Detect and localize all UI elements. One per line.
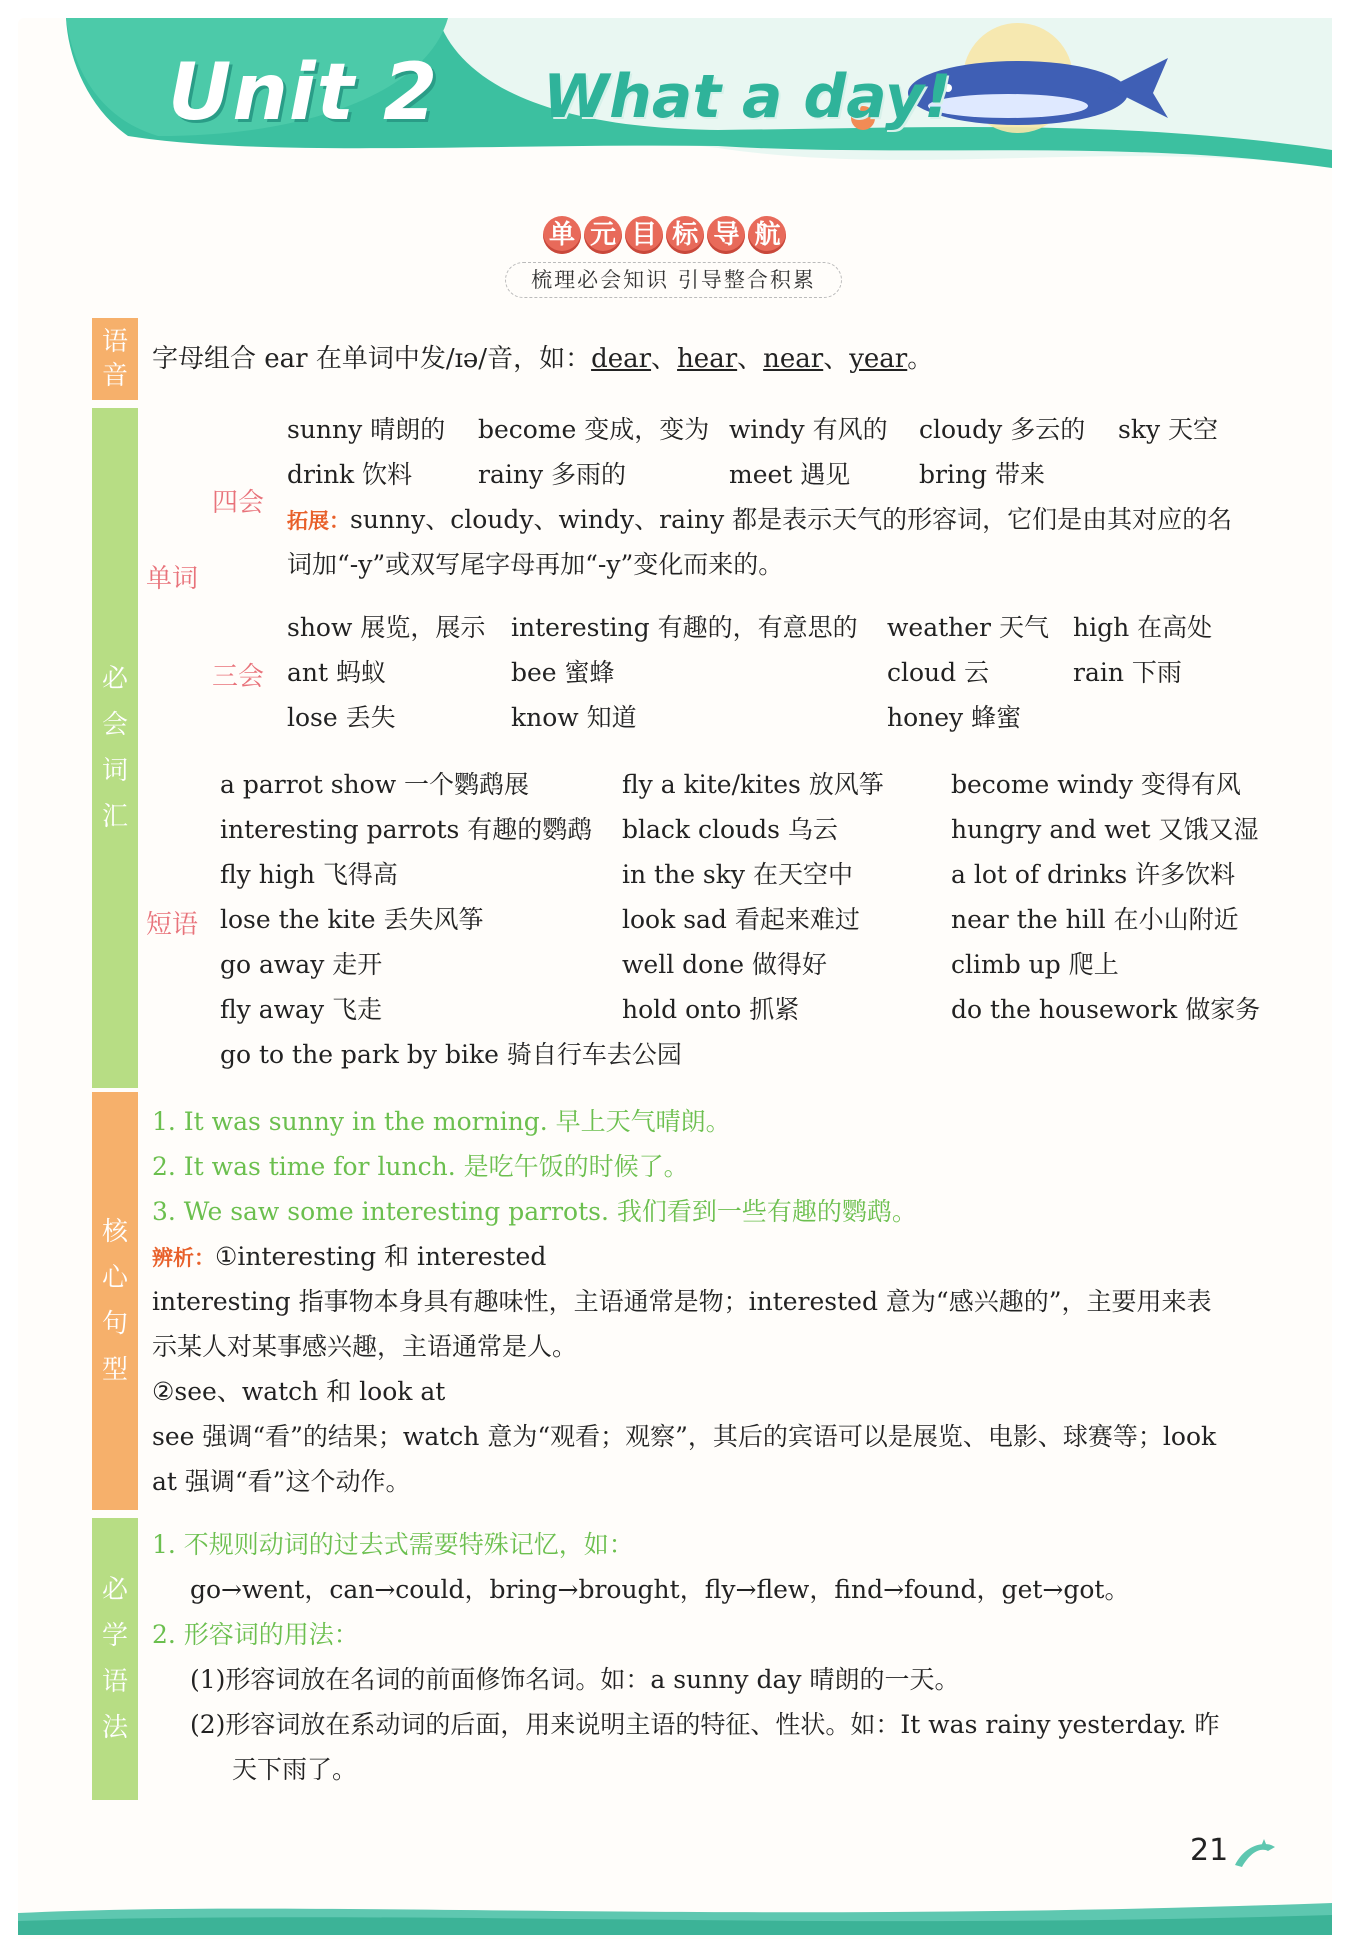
vocab-word: ant 蚂蚁 xyxy=(287,658,386,687)
vocab-word: cloudy 多云的 xyxy=(919,415,1086,444)
analysis-heading-1: 辨析：①interesting 和 interested xyxy=(152,1242,547,1271)
vocab-word: interesting 有趣的，有意思的 xyxy=(511,613,858,642)
vocab-word: high 在高处 xyxy=(1073,613,1213,642)
nav-char: 单 xyxy=(543,216,581,254)
nav-char: 导 xyxy=(707,216,745,254)
key-sentence: 1. It was sunny in the morning. 早上天气晴朗。 xyxy=(152,1107,731,1136)
phrase: in the sky 在天空中 xyxy=(622,860,853,889)
phonics-word: dear xyxy=(591,344,652,374)
grammar-examples: go→went，can→could，bring→brought，fly→flew，find→found，get→got。 xyxy=(190,1575,1130,1604)
extension-note-cont: 词加“-y”或双写尾字母再加“-y”变化而来的。 xyxy=(287,550,784,579)
analysis-text: 示某人对某事感兴趣，主语通常是人。 xyxy=(152,1332,578,1361)
vocab-word: become 变成，变为 xyxy=(478,415,710,444)
phrase: hold onto 抓紧 xyxy=(622,995,800,1024)
phrase: fly away 飞走 xyxy=(220,995,383,1024)
vocab-side-label: 必会词汇 xyxy=(92,408,138,1088)
phrase: a parrot show 一个鹦鹉展 xyxy=(220,770,530,799)
vocab-word: weather 天气 xyxy=(887,613,1049,642)
phrases-label: 短语 xyxy=(146,910,199,940)
phrase: a lot of drinks 许多饮料 xyxy=(951,860,1236,889)
phrase: do the housework 做家务 xyxy=(951,995,1261,1024)
phrase: near the hill 在小山附近 xyxy=(951,905,1239,934)
analysis-text: at 强调“看”这个动作。 xyxy=(152,1467,411,1496)
phrase: climb up 爬上 xyxy=(951,950,1119,979)
vocab-word: show 展览，展示 xyxy=(287,613,486,642)
phrase: fly high 飞得高 xyxy=(220,860,398,889)
section-nav-title xyxy=(543,216,799,264)
vocab-word: sky 天空 xyxy=(1118,415,1219,444)
dolphin-icon xyxy=(1230,1835,1280,1875)
phrase: become windy 变得有风 xyxy=(951,770,1241,799)
analysis-heading-2: ②see、watch 和 look at xyxy=(152,1377,446,1406)
grammar-rule: (2)形容词放在系动词的后面，用来说明主语的特征、性状。如：It was rainy yesterday. 昨 xyxy=(190,1710,1220,1739)
phrase: fly a kite/kites 放风筝 xyxy=(622,770,884,799)
vocab-word: bee 蜜蜂 xyxy=(511,658,615,687)
extension-note: 拓展：sunny、cloudy、windy、rainy 都是表示天气的形容词，它们是由其对应的名 xyxy=(287,505,1233,534)
grammar-rule: (1)形容词放在名词的前面修饰名词。如：a sunny day 晴朗的一天。 xyxy=(190,1665,960,1694)
grammar-item-2: 2. 形容词的用法： xyxy=(152,1620,359,1649)
phrase: lose the kite 丢失风筝 xyxy=(220,905,484,934)
grammar-side-label: 必学语法 xyxy=(92,1518,138,1800)
phrase: black clouds 乌云 xyxy=(622,815,838,844)
phrase: go away 走开 xyxy=(220,950,383,979)
vocab-word: honey 蜂蜜 xyxy=(887,703,1022,732)
vocab-word: rain 下雨 xyxy=(1073,658,1182,687)
analysis-text: interesting 指事物本身具有趣味性，主语通常是物；interested 意为“感兴趣的”，主要用来表 xyxy=(152,1287,1212,1316)
phrase: go to the park by bike 骑自行车去公园 xyxy=(220,1040,682,1069)
phrase: well done 做得好 xyxy=(622,950,828,979)
three-skills-label: 三会 xyxy=(212,662,265,692)
key-sentence: 2. It was time for lunch. 是吃午饭的时候了。 xyxy=(152,1152,689,1181)
phrase: interesting parrots 有趣的鹦鹉 xyxy=(220,815,593,844)
vocab-word: sunny 晴朗的 xyxy=(287,415,446,444)
four-skills-label: 四会 xyxy=(212,488,265,518)
phrase: look sad 看起来难过 xyxy=(622,905,860,934)
vocab-word: drink 饮料 xyxy=(287,460,413,489)
analysis-tag: 辨析： xyxy=(152,1245,215,1270)
unit-label: Unit 2 xyxy=(168,48,439,138)
nav-char: 标 xyxy=(666,216,704,254)
phonics-word: hear xyxy=(677,344,738,374)
vocab-word: rainy 多雨的 xyxy=(478,460,627,489)
vocab-word: cloud 云 xyxy=(887,658,990,687)
sentences-side-label: 核心句型 xyxy=(92,1092,138,1510)
vocab-word: meet 遇见 xyxy=(729,460,851,489)
phonics-word: near xyxy=(763,344,824,374)
extension-tag: 拓展： xyxy=(287,508,350,533)
vocab-word: lose 丢失 xyxy=(287,703,396,732)
vocab-word: know 知道 xyxy=(511,703,637,732)
key-sentence: 3. We saw some interesting parrots. 我们看到一些有趣的鹦鹉。 xyxy=(152,1197,917,1226)
page-number: 21 xyxy=(1190,1833,1229,1868)
phonics-side-label: 语音 xyxy=(92,318,138,400)
phonics-word: year xyxy=(849,344,908,374)
grammar-rule-cont: 天下雨了。 xyxy=(232,1755,358,1784)
phrase: hungry and wet 又饿又湿 xyxy=(951,815,1259,844)
grammar-item-1: 1. 不规则动词的过去式需要特殊记忆，如： xyxy=(152,1530,634,1559)
nav-char: 目 xyxy=(625,216,663,254)
phonics-text: 字母组合 ear 在单词中发/ɪə/音，如：dear、hear、near、year。 xyxy=(152,344,934,374)
page-title: What a day! xyxy=(543,62,952,132)
vocab-word: windy 有风的 xyxy=(729,415,888,444)
nav-char: 元 xyxy=(584,216,622,254)
bottom-wave-decoration xyxy=(18,1895,1332,1935)
analysis-text: see 强调“看”的结果；watch 意为“观看；观察”，其后的宾语可以是展览、电影、球赛等；look xyxy=(152,1422,1217,1451)
nav-char: 航 xyxy=(748,216,786,254)
vocab-word: bring 带来 xyxy=(919,460,1046,489)
words-label: 单词 xyxy=(146,564,199,594)
unit-header xyxy=(18,18,1332,198)
nav-subtitle: 梳理必会知识 引导整合积累 xyxy=(505,262,842,298)
